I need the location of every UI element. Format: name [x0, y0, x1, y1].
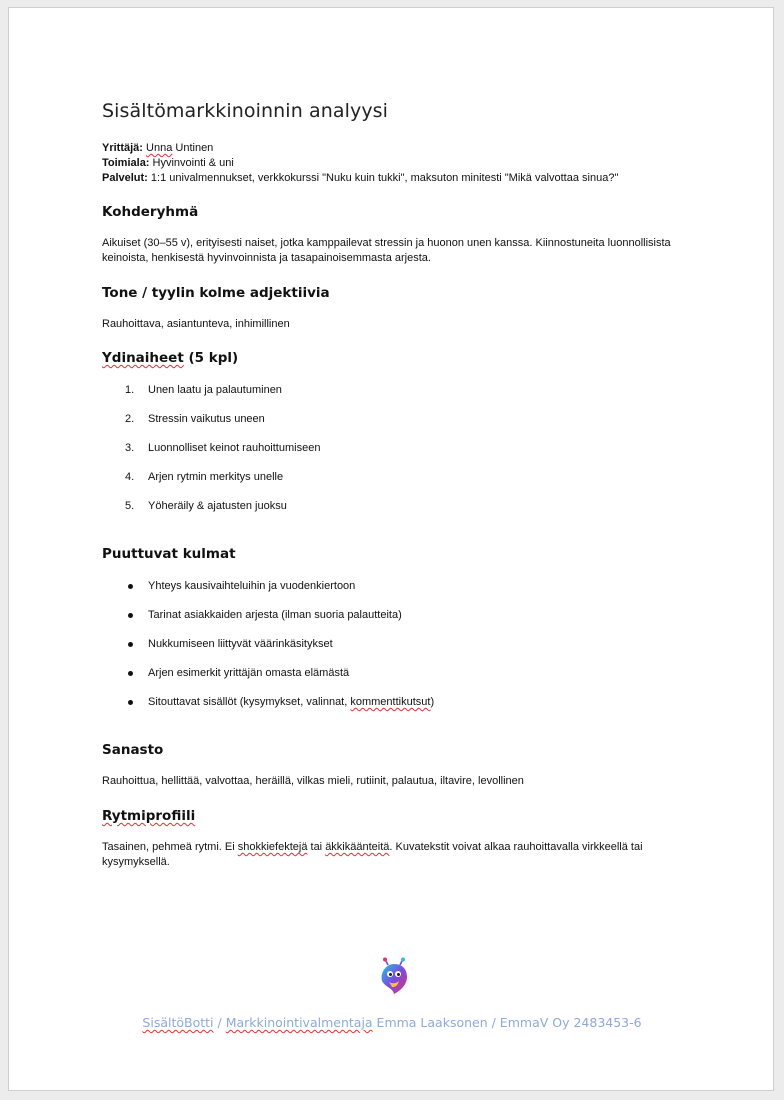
list-item-text: Tarinat asiakkaiden arjesta (ilman suoria palautteita) [148, 609, 402, 621]
list-item [102, 694, 434, 723]
footer-coach: Markkinointivalmentaja [225, 1015, 373, 1030]
list-item [102, 411, 320, 440]
list-item-text: Yhteys kausivaihteluihin ja vuodenkiertoon [148, 580, 356, 592]
list-item-text: Yöheräily & ajatusten juoksu [148, 500, 287, 512]
services-value: 1:1 univalmennukset, verkkokurssi "Nuku kuin tukki", maksuton minitesti "Mikä valvottaa sinua?" [147, 171, 619, 184]
list-item-text: Arjen rytmin merkitys unelle [148, 471, 284, 483]
list-item-text: Luonnolliset keinot rauhoittumiseen [148, 442, 321, 454]
list-item-text: Arjen esimerkit yrittäjän omasta elämästä [148, 667, 350, 679]
footer-company: Emma Laaksonen / EmmaV Oy 2483453-6 [372, 1015, 642, 1030]
document-page [8, 7, 774, 1091]
missing-angles-list [102, 578, 434, 723]
list-number: 1. [125, 384, 135, 396]
footer [9, 1015, 775, 1030]
footer-brand: SisältöBotti [142, 1015, 214, 1030]
rhythm-text [102, 840, 692, 870]
footer-separator: / [213, 1015, 226, 1030]
list-item-text-prefix: Sitouttavat sisällöt (kysymykset, valinnat, [148, 696, 351, 708]
rhythm-text-part: tai [307, 841, 326, 853]
vocabulary-heading: Sanasto [102, 742, 164, 758]
rhythm-word-2: äkkikäänteitä [325, 841, 390, 853]
list-item [102, 382, 320, 411]
core-topics-heading [102, 350, 238, 366]
missing-angles-heading: Puuttuvat kulmat [102, 546, 236, 562]
entrepreneur-label: Yrittäjä: [102, 142, 143, 154]
rhythm-word-1: shokkiefektejä [237, 841, 308, 853]
entrepreneur-line [102, 141, 618, 156]
entrepreneur-last-name: Untinen [172, 142, 214, 154]
list-item [102, 607, 434, 636]
rhythm-text-part: Tasainen, pehmeä rytmi. Ei [102, 841, 238, 853]
rhythm-heading-word: Rytmiprofiili [102, 808, 196, 824]
industry-value: Hyvinvointi & uni [149, 156, 234, 169]
entrepreneur-first-name: Unna [146, 142, 173, 154]
tone-text: Rauhoittava, asiantunteva, inhimillinen [102, 318, 290, 330]
industry-label: Toimiala: [102, 156, 150, 169]
services-line [102, 171, 618, 186]
list-number: 5. [125, 500, 135, 512]
bullet-icon [128, 642, 133, 647]
list-item [102, 498, 320, 527]
meta-info [102, 141, 618, 185]
core-topics-heading-rest: (5 kpl) [183, 350, 239, 366]
list-number: 2. [125, 413, 135, 425]
robot-mascot-icon [379, 957, 409, 995]
list-item-text: Unen laatu ja palautuminen [148, 384, 282, 396]
list-number: 3. [125, 442, 135, 454]
list-item-text-suffix: ) [430, 696, 435, 708]
list-item [102, 665, 434, 694]
list-item [102, 636, 434, 665]
bullet-icon [128, 671, 133, 676]
list-item-text-word: kommenttikutsut [350, 696, 431, 708]
list-item-text: Stressin vaikutus uneen [148, 413, 265, 425]
list-item [102, 469, 320, 498]
rhythm-heading [102, 808, 195, 824]
target-heading: Kohderyhmä [102, 204, 199, 220]
list-item [102, 578, 434, 607]
target-text: Aikuiset (30–55 v), erityisesti naiset, jotka kamppailevat stressin ja huonon unen kanssa. Kiinnostuneita luonnollisista keinoista, henkisestä hyvinvoinnista ja tasapainoisemmasta arjesta. [102, 237, 671, 264]
core-topics-heading-word: Ydinaiheet [102, 350, 184, 366]
page-title: Sisältömarkkinoinnin analyysi [102, 100, 389, 122]
rhythm-text-part: . Kuvatekstit voivat alkaa rauhoittavalla virkkeellä tai kysymyksellä. [102, 841, 643, 868]
services-label: Palvelut: [102, 171, 148, 184]
tone-heading: Tone / tyylin kolme adjektiivia [102, 285, 330, 301]
list-item-text: Nukkumiseen liittyvät väärinkäsitykset [148, 638, 333, 650]
vocabulary-text: Rauhoittua, hellittää, valvottaa, heräillä, vilkas mieli, rutiinit, palautua, iltavire, levollinen [102, 775, 524, 787]
list-item [102, 440, 320, 469]
list-number: 4. [125, 471, 135, 483]
industry-line [102, 156, 618, 171]
bullet-icon [128, 584, 133, 589]
bullet-icon [128, 700, 133, 705]
bullet-icon [128, 613, 133, 618]
core-topics-list [102, 382, 320, 527]
